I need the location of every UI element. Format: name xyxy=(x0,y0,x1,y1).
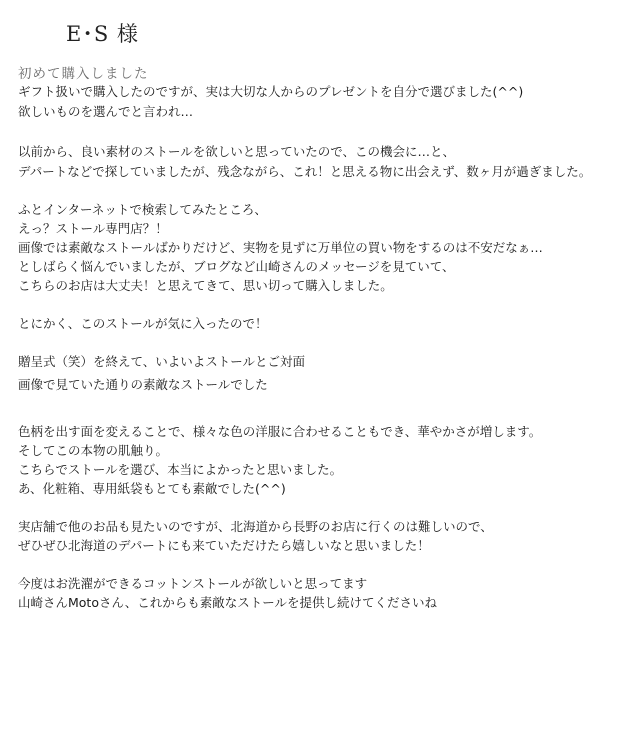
letter-line: あ、化粧箱、専用紙袋もとても素敵でした(^^) xyxy=(18,481,286,496)
letter-line: 画像では素敵なストールばかりだけど、実物を見ずに万単位の買い物をするのは不安だなぁ… xyxy=(18,240,543,255)
letter-line: えっ？ストール専門店？！ xyxy=(18,221,168,236)
letter-first-line: 初めて購入しました xyxy=(18,66,149,82)
letter-line: とにかく、このストールが気に入ったので！ xyxy=(18,316,268,331)
letter-line: 画像で見ていた通りの素敵なストールでした xyxy=(18,377,268,392)
letter-line: 欲しいものを選んでと言われ… xyxy=(18,104,194,119)
letter-line: 色柄を出す面を変えることで、様々な色の洋服に合わせることもでき、華やかさが増します。 xyxy=(18,424,542,439)
letter-line: デパートなどで探していましたが、残念ながら、これ！と思える物に出会えず、数ヶ月が過ぎました。 xyxy=(18,164,592,179)
letter-line: 実店舗で他のお品も見たいのですが、北海道から長野のお店に行くのは難しいので、 xyxy=(18,519,493,534)
letter-title: E･S 様 xyxy=(66,22,139,46)
letter-line: こちらのお店は大丈夫！と思えてきて、思い切って購入しました。 xyxy=(18,278,393,293)
letter-line: 今度はお洗濯ができるコットンストールが欲しいと思ってます xyxy=(18,576,368,591)
letter-line: 贈呈式（笑）を終えて、いよいよストールとご対面 xyxy=(18,354,306,369)
letter-line: ギフト扱いで購入したのですが、実は大切な人からのプレゼントを自分で選びました(^^) xyxy=(18,84,524,99)
letter-line: そしてこの本物の肌触り。 xyxy=(18,443,169,458)
letter-line: としばらく悩んでいましたが、ブログなど山崎さんのメッセージを見ていて、 xyxy=(18,259,455,274)
letter-line: 以前から、良い素材のストールを欲しいと思っていたので、この機会に…と、 xyxy=(18,144,456,159)
letter-line: 山崎さんMotoさん、これからも素敵なストールを提供し続けてくださいね xyxy=(18,595,437,610)
letter-line: ふとインターネットで検索してみたところ、 xyxy=(18,202,267,217)
letter-line: ぜひぜひ北海道のデパートにも来ていただけたら嬉しいなと思いました！ xyxy=(18,538,430,553)
letter-line: こちらでストールを選び、本当によかったと思いました。 xyxy=(18,462,343,477)
